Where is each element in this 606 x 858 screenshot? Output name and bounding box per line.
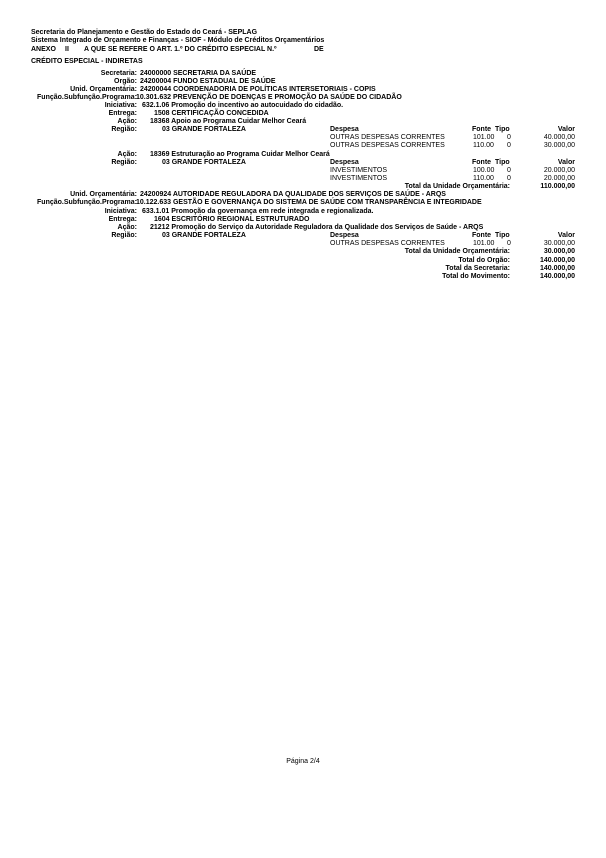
anexo-label: ANEXO bbox=[31, 46, 56, 53]
secretaria-total-label: Total da Secretaria: bbox=[445, 265, 510, 272]
entrega-label: Entrega: bbox=[108, 110, 137, 117]
regiao-label: Região: bbox=[111, 232, 137, 239]
entrega-value: 1604 ESCRITÓRIO REGIONAL ESTRUTURADO bbox=[154, 216, 310, 223]
iniciativa-label: Iniciativa: bbox=[104, 102, 137, 109]
valor-header: Valor bbox=[557, 126, 575, 133]
secretaria-value: 24000000 SECRETARIA DA SAÚDE bbox=[140, 70, 257, 77]
unit-total-value: 30.000,00 bbox=[543, 248, 575, 255]
despesa-cell: INVESTIMENTOS bbox=[330, 167, 388, 174]
fonte-cell: 110.00 bbox=[473, 142, 494, 149]
secretaria-label: Secretaria: bbox=[100, 70, 137, 77]
header-line-1: Secretaria do Planejamento e Gestão do Estado do Ceará - SEPLAG bbox=[31, 29, 258, 36]
acao-label: Ação: bbox=[117, 151, 137, 158]
orgao-value: 24200004 FUNDO ESTADUAL DE SAÚDE bbox=[140, 78, 276, 85]
anexo-de: DE bbox=[314, 46, 324, 53]
funcao-value: 10.301.632 PREVENÇÃO DE DOENÇAS E PROMOÇÃO DA SAÚDE DO CIDADÃO bbox=[136, 94, 402, 101]
acao-label: Ação: bbox=[117, 118, 137, 125]
unit-total-label: Total da Unidade Orçamentária: bbox=[404, 183, 510, 190]
regiao-label: Região: bbox=[111, 126, 137, 133]
funcao-value: 10.122.633 GESTÃO E GOVERNANÇA DO SISTEMA DE SAÚDE COM TRANSPARÊNCIA E INTEGRIDADE bbox=[136, 199, 482, 206]
unit-total-value: 110.000,00 bbox=[540, 183, 575, 190]
unid-value: 24200924 AUTORIDADE REGULADORA DA QUALIDADE DOS SERVIÇOS DE SAÚDE - ARQS bbox=[140, 191, 446, 198]
anexo-number: II bbox=[65, 46, 69, 53]
orgao-total-value: 140.000,00 bbox=[539, 257, 575, 264]
fonte-cell: 101.00 bbox=[473, 134, 495, 141]
despesa-cell: OUTRAS DESPESAS CORRENTES bbox=[330, 142, 445, 149]
entrega-value: 1508 CERTIFICAÇÃO CONCEDIDA bbox=[154, 110, 269, 117]
credito-title: CRÉDITO ESPECIAL - INDIRETAS bbox=[31, 58, 143, 65]
unid-label: Unid. Orçamentária: bbox=[70, 191, 137, 198]
acao-value: 18369 Estruturação ao Programa Cuidar Melhor Ceará bbox=[150, 151, 330, 158]
tipo-header: Tipo bbox=[495, 232, 510, 239]
regiao-label: Região: bbox=[111, 159, 137, 166]
fonte-cell: 101.00 bbox=[473, 240, 495, 247]
tipo-cell: 0 bbox=[507, 134, 511, 141]
regiao-value: 03 GRANDE FORTALEZA bbox=[162, 159, 246, 166]
valor-header: Valor bbox=[557, 232, 575, 239]
regiao-value: 03 GRANDE FORTALEZA bbox=[162, 232, 246, 239]
unid-label: Unid. Orçamentária: bbox=[70, 86, 137, 93]
tipo-cell: 0 bbox=[507, 175, 511, 182]
iniciativa-value: 632.1.06 Promoção do incentivo ao autocuidado do cidadão. bbox=[142, 102, 344, 109]
header-line-2: Sistema Integrado de Orçamento e Finanças - SIOF - Módulo de Créditos Orçamentários bbox=[31, 37, 325, 44]
valor-cell: 20.000,00 bbox=[543, 167, 575, 174]
despesa-header: Despesa bbox=[330, 232, 359, 239]
funcao-label: Função.Subfunção.Programa: bbox=[37, 94, 137, 101]
movimento-total-value: 140.000,00 bbox=[539, 273, 575, 280]
iniciativa-label: Iniciativa: bbox=[104, 208, 137, 215]
valor-header: Valor bbox=[557, 159, 575, 166]
valor-cell: 40.000,00 bbox=[543, 134, 575, 141]
despesa-header: Despesa bbox=[330, 126, 359, 133]
acao-value: 21212 Promoção do Serviço da Autoridade Reguladora da Qualidade dos Serviços de Saúde - ARQS bbox=[150, 224, 484, 231]
despesa-cell: INVESTIMENTOS bbox=[330, 175, 388, 182]
entrega-label: Entrega: bbox=[108, 216, 137, 223]
valor-cell: 20.000,00 bbox=[543, 175, 575, 182]
iniciativa-value: 633.1.01 Promoção da governança em rede integrada e regionalizada. bbox=[142, 208, 374, 215]
valor-cell: 30.000,00 bbox=[543, 240, 575, 247]
orgao-total-label: Total do Orgão: bbox=[458, 257, 510, 264]
funcao-label: Função.Subfunção.Programa: bbox=[37, 199, 137, 206]
tipo-header: Tipo bbox=[495, 126, 510, 133]
acao-value: 18368 Apoio ao Programa Cuidar Melhor Ceará bbox=[150, 118, 307, 125]
unit-total-label: Total da Unidade Orçamentária: bbox=[404, 248, 510, 255]
valor-cell: 30.000,00 bbox=[543, 142, 575, 149]
tipo-cell: 0 bbox=[507, 167, 511, 174]
despesa-cell: OUTRAS DESPESAS CORRENTES bbox=[330, 134, 445, 141]
movimento-total-label: Total do Movimento: bbox=[442, 273, 510, 280]
despesa-header: Despesa bbox=[330, 159, 359, 166]
fonte-header: Fonte bbox=[472, 232, 492, 239]
fonte-cell: 100.00 bbox=[473, 167, 495, 174]
fonte-cell: 110.00 bbox=[473, 175, 494, 182]
fonte-header: Fonte bbox=[472, 159, 492, 166]
orgao-label: Orgão: bbox=[114, 78, 137, 85]
despesa-cell: OUTRAS DESPESAS CORRENTES bbox=[330, 240, 445, 247]
tipo-cell: 0 bbox=[507, 142, 511, 149]
acao-label: Ação: bbox=[117, 224, 137, 231]
anexo-reference: A QUE SE REFERE O ART. 1.º DO CRÉDITO ESPECIAL N.º bbox=[84, 46, 277, 53]
page-number: Página 2/4 bbox=[286, 758, 320, 765]
tipo-cell: 0 bbox=[507, 240, 511, 247]
tipo-header: Tipo bbox=[495, 159, 510, 166]
unid-value: 24200044 COORDENADORIA DE POLÍTICAS INTERSETORIAIS - COPIS bbox=[140, 86, 376, 93]
regiao-value: 03 GRANDE FORTALEZA bbox=[162, 126, 246, 133]
secretaria-total-value: 140.000,00 bbox=[539, 265, 575, 272]
fonte-header: Fonte bbox=[472, 126, 492, 133]
